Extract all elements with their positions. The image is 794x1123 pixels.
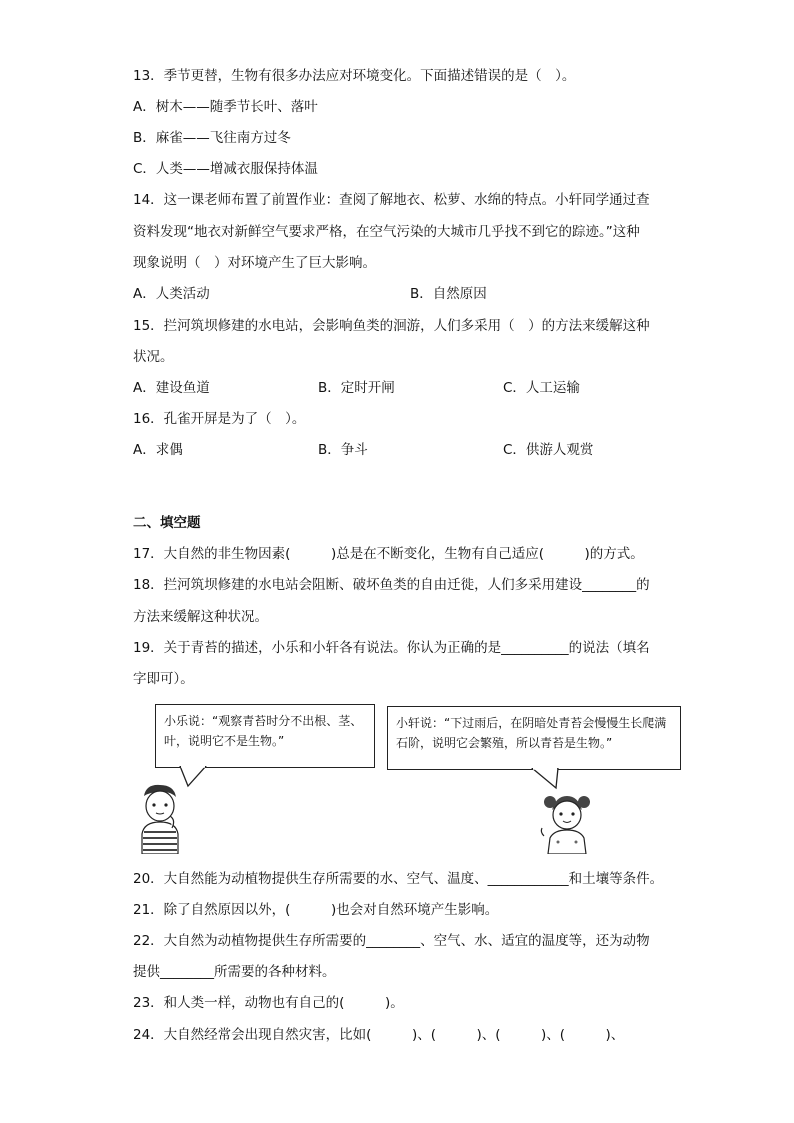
boy-illustration: [132, 782, 188, 854]
q15-stem-line2: 状况。: [133, 349, 174, 365]
q13-option-b: B．麻雀——飞往南方过冬: [133, 130, 291, 146]
q22-line2: 提供________所需要的各种材料。: [133, 964, 336, 980]
q16-option-b: B．争斗: [318, 442, 368, 458]
q15-option-b: B．定时开闸: [318, 380, 395, 396]
section-heading-fill-in: 二、填空题: [133, 515, 201, 531]
q22-line1: 22．大自然为动植物提供生存所需要的________、空气、水、适宜的温度等，还为动物: [133, 933, 650, 949]
q19-line2: 字即可）。: [133, 671, 194, 687]
speech-bubble-xiaole-text: 小乐说：“观察青苔时分不出根、茎、叶，说明它不是生物。”: [164, 714, 363, 748]
q19-line1: 19．关于青苔的描述，小乐和小轩各有说法。你认为正确的是__________的说法（填名: [133, 640, 650, 656]
q17-text: 17．大自然的非生物因素( )总是在不断变化，生物有自己适应( )的方式。: [133, 546, 644, 562]
q14-stem-line1: 14．这一课老师布置了前置作业：查阅了解地衣、松萝、水绵的特点。小轩同学通过查: [133, 192, 650, 208]
q14-stem-line3: 现象说明（ ）对环境产生了巨大影响。: [133, 255, 376, 271]
q14-option-b: B．自然原因: [410, 286, 487, 302]
q16-option-c: C．供游人观赏: [503, 442, 594, 458]
speech-bubble-xiaole: [155, 704, 375, 768]
speech-bubble-xiaoxuan-text: 小轩说：“下过雨后，在阴暗处青苔会慢慢生长爬满石阶，说明它会繁殖，所以青苔是生物。”: [396, 716, 667, 750]
q21-text: 21．除了自然原因以外，( )也会对自然环境产生影响。: [133, 902, 499, 918]
q24-text: 24．大自然经常会出现自然灾害，比如( )、( )、( )、( )、: [133, 1027, 625, 1043]
q14-option-a: A．人类活动: [133, 286, 210, 302]
q13-option-c: C．人类——增减衣服保持体温: [133, 161, 318, 177]
q15-stem-line1: 15．拦河筑坝修建的水电站，会影响鱼类的洄游，人们多采用（ ）的方法来缓解这种: [133, 318, 650, 334]
q16-stem: 16．孔雀开屏是为了（ ）。: [133, 411, 306, 427]
q18-line1: 18．拦河筑坝修建的水电站会阻断、破坏鱼类的自由迁徙，人们多采用建设________的: [133, 577, 650, 593]
q13-option-a: A．树木——随季节长叶、落叶: [133, 99, 318, 115]
speech-bubble-xiaoxuan-tail: [528, 768, 568, 790]
speech-bubble-xiaoxuan: [387, 706, 681, 770]
q16-option-a: A．求偶: [133, 442, 183, 458]
q13-stem: 13．季节更替，生物有很多办法应对环境变化。下面描述错误的是（ ）。: [133, 68, 576, 84]
q18-line2: 方法来缓解这种状况。: [133, 609, 268, 625]
girl-illustration: [536, 790, 598, 854]
q15-option-c: C．人工运输: [503, 380, 580, 396]
q15-option-a: A．建设鱼道: [133, 380, 210, 396]
q14-stem-line2: 资料发现“地衣对新鲜空气要求严格，在空气污染的大城市几乎找不到它的踪迹。”这种: [133, 224, 640, 240]
q20-text: 20．大自然能为动植物提供生存所需要的水、空气、温度、____________和土壤等条件。: [133, 871, 664, 887]
q23-text: 23．和人类一样，动物也有自己的( )。: [133, 995, 404, 1011]
